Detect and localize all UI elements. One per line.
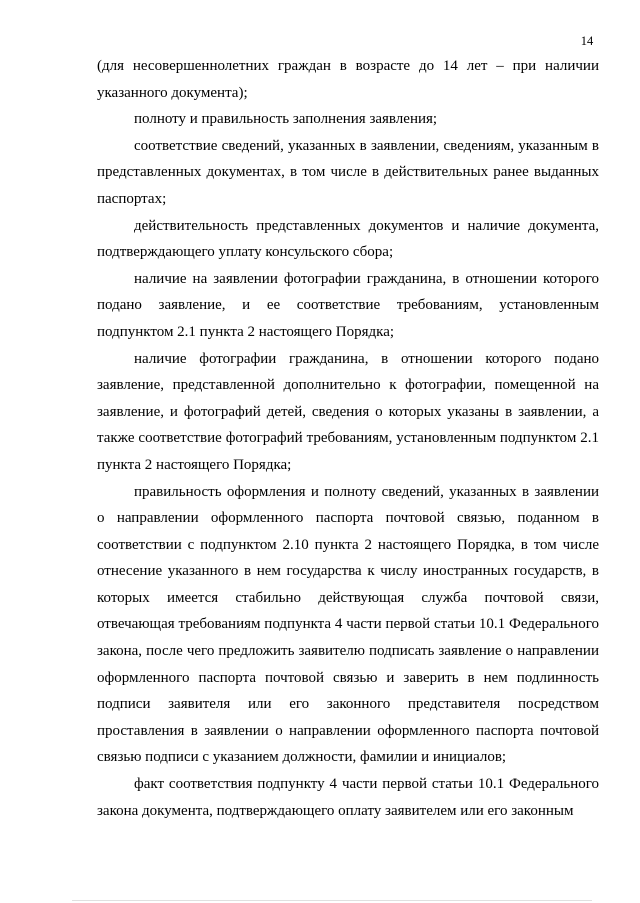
paragraph: соответствие сведений, указанных в заявлении, сведениям, указанным в представленных документах, в том числе в действительных ранее выданных паспортах;	[97, 137, 599, 207]
scan-edge	[72, 900, 592, 901]
page-number: 14	[580, 34, 594, 48]
document-body	[97, 53, 599, 824]
paragraph: факт соответствия подпункту 4 части первой статьи 10.1 Федерального закона документа, подтверждающего оплату заявителем или его законным	[97, 776, 599, 819]
paragraph: правильность оформления и полноту сведений, указанных в заявлении о направлении оформленного паспорта почтовой связью, поданном в соответствии с подпунктом 2.10 пункта 2 настоящего Порядка, в том числе отнесение указанного в нем государства к числу иностранных государств, в которых имеется стабильно действующая служба почтовой связи, отвечающая требованиям подпункта 4 части первой статьи 10.1 Федерального закона, после чего предложить заявителю подписать заявление о направлении оформленного паспорта почтовой связью и заверить в нем подлинность подписи заявителя или его законного представителя посредством проставления в заявлении о направлении оформленного паспорта почтовой связью подписи с указанием должности, фамилии и инициалов;	[97, 483, 599, 766]
paragraph: наличие на заявлении фотографии гражданина, в отношении которого подано заявление, и ее соответствие требованиям, установленным подпунктом 2.1 пункта 2 настоящего Порядка;	[97, 270, 599, 340]
paragraph: полноту и правильность заполнения заявления;	[134, 111, 438, 128]
paragraph: действительность представленных документов и наличие документа, подтверждающего уплату консульского сбора;	[97, 217, 599, 261]
paragraph: наличие фотографии гражданина, в отношении которого подано заявление, представленной дополнительно к фотографии, помещенной на заявление, и фотографий детей, сведения о которых указаны в заявлении, а также соответствие фотографий требованиям, установленным подпунктом 2.1 пункта 2 настоящего Порядка;	[97, 350, 599, 473]
paragraph-continuation: (для несовершеннолетних граждан в возрасте до 14 лет – при наличии указанного документа);	[97, 58, 599, 101]
